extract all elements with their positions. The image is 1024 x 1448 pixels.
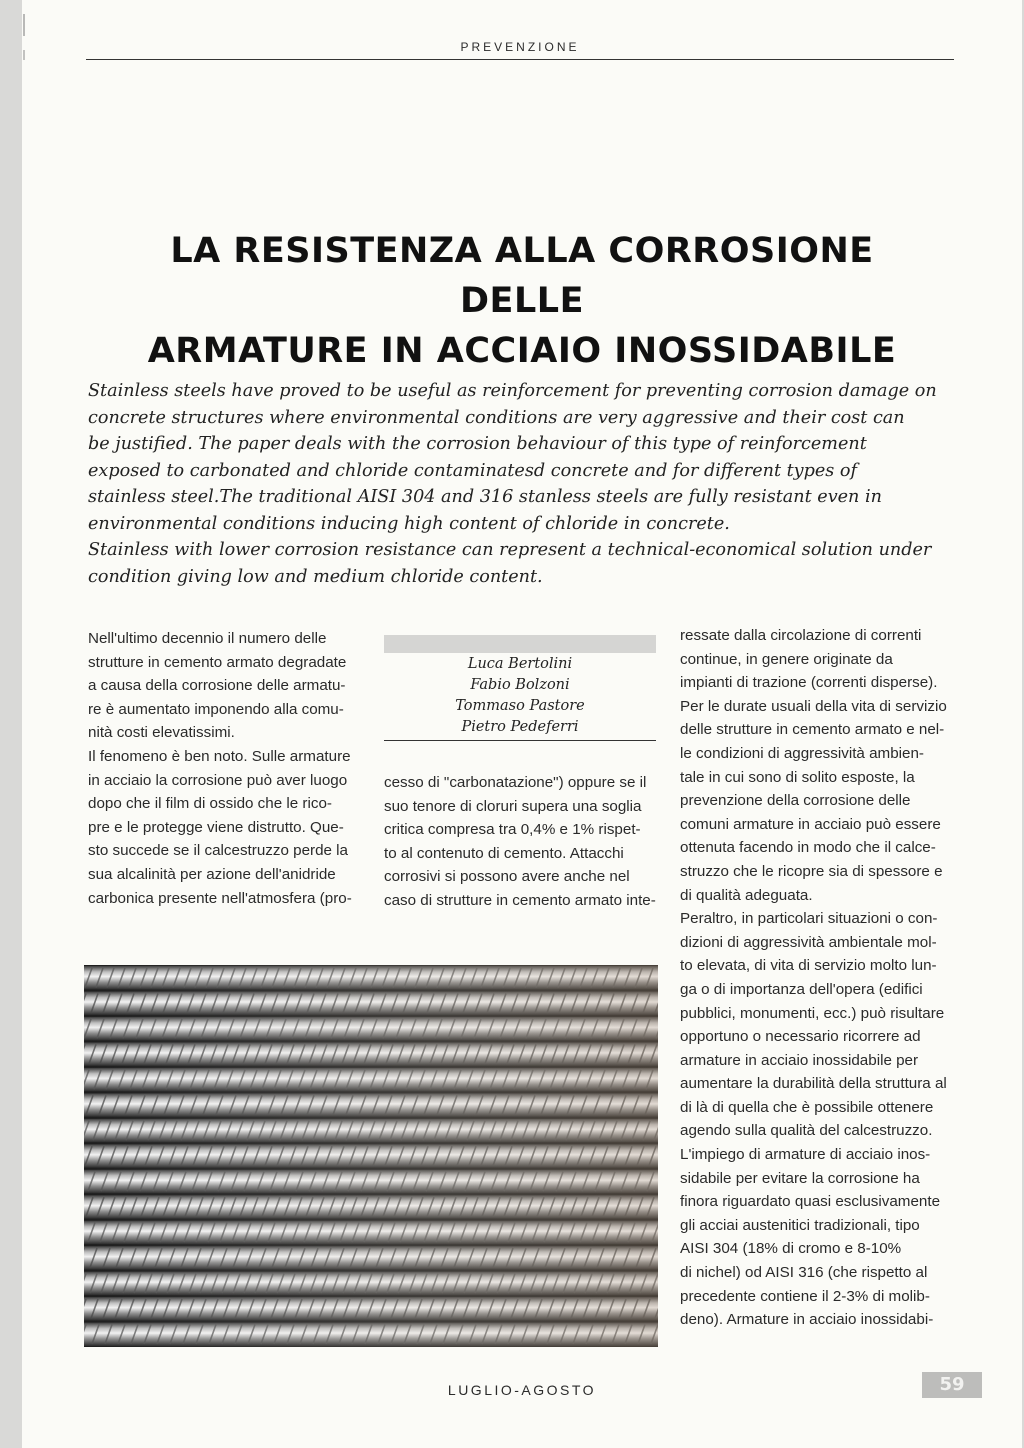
body-line: di là di quella che è possibile ottenere: [680, 1098, 934, 1116]
body-line: agendo sulla qualità del calcestruzzo.: [680, 1122, 933, 1140]
title-line-1: LA RESISTENZA ALLA CORROSIONE DELLE: [170, 231, 874, 321]
body-line: corrosivi si possono avere anche nel: [384, 868, 630, 886]
body-line: armature in acciaio inossidabile per: [680, 1051, 919, 1069]
body-line: L'impiego di armature di acciaio inos-: [680, 1146, 931, 1164]
rebar-photo-image: [84, 965, 658, 1347]
body-line: di qualità adeguata.: [680, 886, 813, 904]
body-line: Il fenomeno è ben noto. Sulle armature: [88, 747, 351, 765]
body-line: re è aumentato imponendo alla comu-: [88, 700, 344, 718]
body-line: Per le durate usuali della vita di servizio: [680, 697, 947, 715]
abstract-line: concrete structures where environmental conditions are very aggressive and their cost can: [88, 407, 905, 428]
body-line: caso di strutture in cemento armato inte-: [384, 891, 656, 909]
body-line: in acciaio la corrosione può aver luogo: [88, 771, 348, 789]
authors-bar: [384, 635, 656, 653]
body-line: aumentare la durabilità della struttura al: [680, 1075, 947, 1093]
author-name: Pietro Pedeferri: [461, 719, 579, 735]
scan-margin-mark: [22, 10, 26, 70]
abstract-line: stainless steel.The traditional AISI 304 and 316 stanless steels are fully resistant even in: [88, 487, 882, 507]
body-line: Nell'ultimo decennio il numero delle: [88, 630, 327, 647]
body-line: sua alcalinità per azione dell'anidride: [88, 865, 336, 883]
body-line: to al contenuto di cemento. Attacchi: [384, 844, 624, 862]
body-line: sidabile per evitare la corrosione ha: [680, 1169, 920, 1187]
body-line: opportuno o necessario ricorrere ad: [680, 1028, 921, 1046]
authors-box: [384, 635, 656, 741]
abstract-line: condition giving low and medium chloride content.: [88, 566, 543, 587]
body-line: delle strutture in cemento armato e nel-: [680, 721, 945, 739]
body-line: finora riguardato quasi esclusivamente: [680, 1193, 941, 1211]
abstract-line: environmental conditions inducing high content of chloride in concrete.: [88, 513, 730, 534]
abstract-line: Stainless steels have proved to be useful as reinforcement for preventing corrosion damage on: [88, 381, 937, 401]
header-rule: [86, 59, 954, 60]
body-line: comuni armature in acciaio può essere: [680, 815, 941, 833]
body-column-right: [680, 624, 962, 1332]
body-line: dopo che il film di ossido che le rico-: [88, 795, 332, 813]
footer-issue: LUGLIO-AGOSTO: [447, 1382, 597, 1398]
body-line: critica compresa tra 0,4% e 1% rispet-: [384, 821, 641, 839]
body-line: di nichel) od AISI 316 (che rispetto al: [680, 1264, 928, 1282]
body-line: AISI 304 (18% di cromo e 8-10%: [680, 1240, 902, 1258]
section-header: PREVENZIONE: [460, 40, 580, 54]
body-line: deno). Armature in acciaio inossidabi-: [680, 1311, 934, 1329]
body-line: impianti di trazione (correnti disperse).: [680, 674, 938, 692]
rebar-photo: [84, 965, 658, 1347]
author-name: Luca Bertolini: [467, 656, 573, 672]
body-line: sto succede se il calcestruzzo perde la: [88, 842, 349, 860]
magazine-page: [22, 0, 1022, 1448]
body-line: continue, in genere originate da: [680, 650, 893, 668]
body-line: pubblici, monumenti, ecc.) può risultare: [680, 1004, 945, 1022]
author-name: Fabio Bolzoni: [470, 677, 570, 693]
body-line: ga o di importanza dell'opera (edifici: [680, 980, 923, 998]
body-line: prevenzione della corrosione delle: [680, 792, 911, 810]
body-line: gli acciai austenitici tradizionali, tipo: [680, 1216, 920, 1234]
authors-rule: [384, 740, 656, 741]
article-title: [112, 226, 932, 376]
body-line: ressate dalla circolazione di correnti: [680, 627, 922, 644]
body-line: strutture in cemento armato degradate: [88, 653, 347, 671]
body-line: tale in cui sono di solito esposte, la: [680, 768, 915, 786]
body-line: pre e le protegge viene distrutto. Que-: [88, 818, 344, 836]
authors-list: [384, 653, 656, 738]
body-line: to elevata, di vita di servizio molto lun-: [680, 957, 937, 975]
body-line: suo tenore di cloruri supera una soglia: [384, 797, 642, 815]
body-line: le condizioni di aggressività ambien-: [680, 744, 924, 762]
english-abstract: [88, 378, 948, 590]
body-column-middle: [384, 771, 659, 913]
body-line: carbonica presente nell'atmosfera (pro-: [88, 889, 352, 907]
body-line: ottenuta facendo in modo che il calce-: [680, 839, 936, 857]
author-name: Tommaso Pastore: [455, 698, 585, 714]
body-line: struzzo che le ricopre sia di spessore e: [680, 862, 943, 880]
body-line: dizioni di aggressività ambientale mol-: [680, 933, 937, 951]
body-line: precedente contiene il 2-3% di molib-: [680, 1287, 930, 1305]
body-line: cesso di "carbonatazione") oppure se il: [384, 774, 647, 791]
body-line: Peraltro, in particolari situazioni o con-: [680, 910, 938, 928]
title-line-2: ARMATURE IN ACCIAIO INOSSIDABILE: [147, 331, 897, 371]
abstract-line: Stainless with lower corrosion resistance can represent a technical-economical solution under: [88, 540, 932, 560]
body-column-left: [88, 627, 368, 910]
body-line: a causa della corrosione delle armatu-: [88, 677, 346, 695]
abstract-line: be justified. The paper deals with the corrosion behaviour of this type of reinforcement: [88, 434, 867, 454]
page-number: 59: [922, 1372, 982, 1398]
body-line: nità costi elevatissimi.: [88, 724, 235, 742]
abstract-line: exposed to carbonated and chloride contaminatesd concrete and for different types of: [88, 460, 858, 481]
